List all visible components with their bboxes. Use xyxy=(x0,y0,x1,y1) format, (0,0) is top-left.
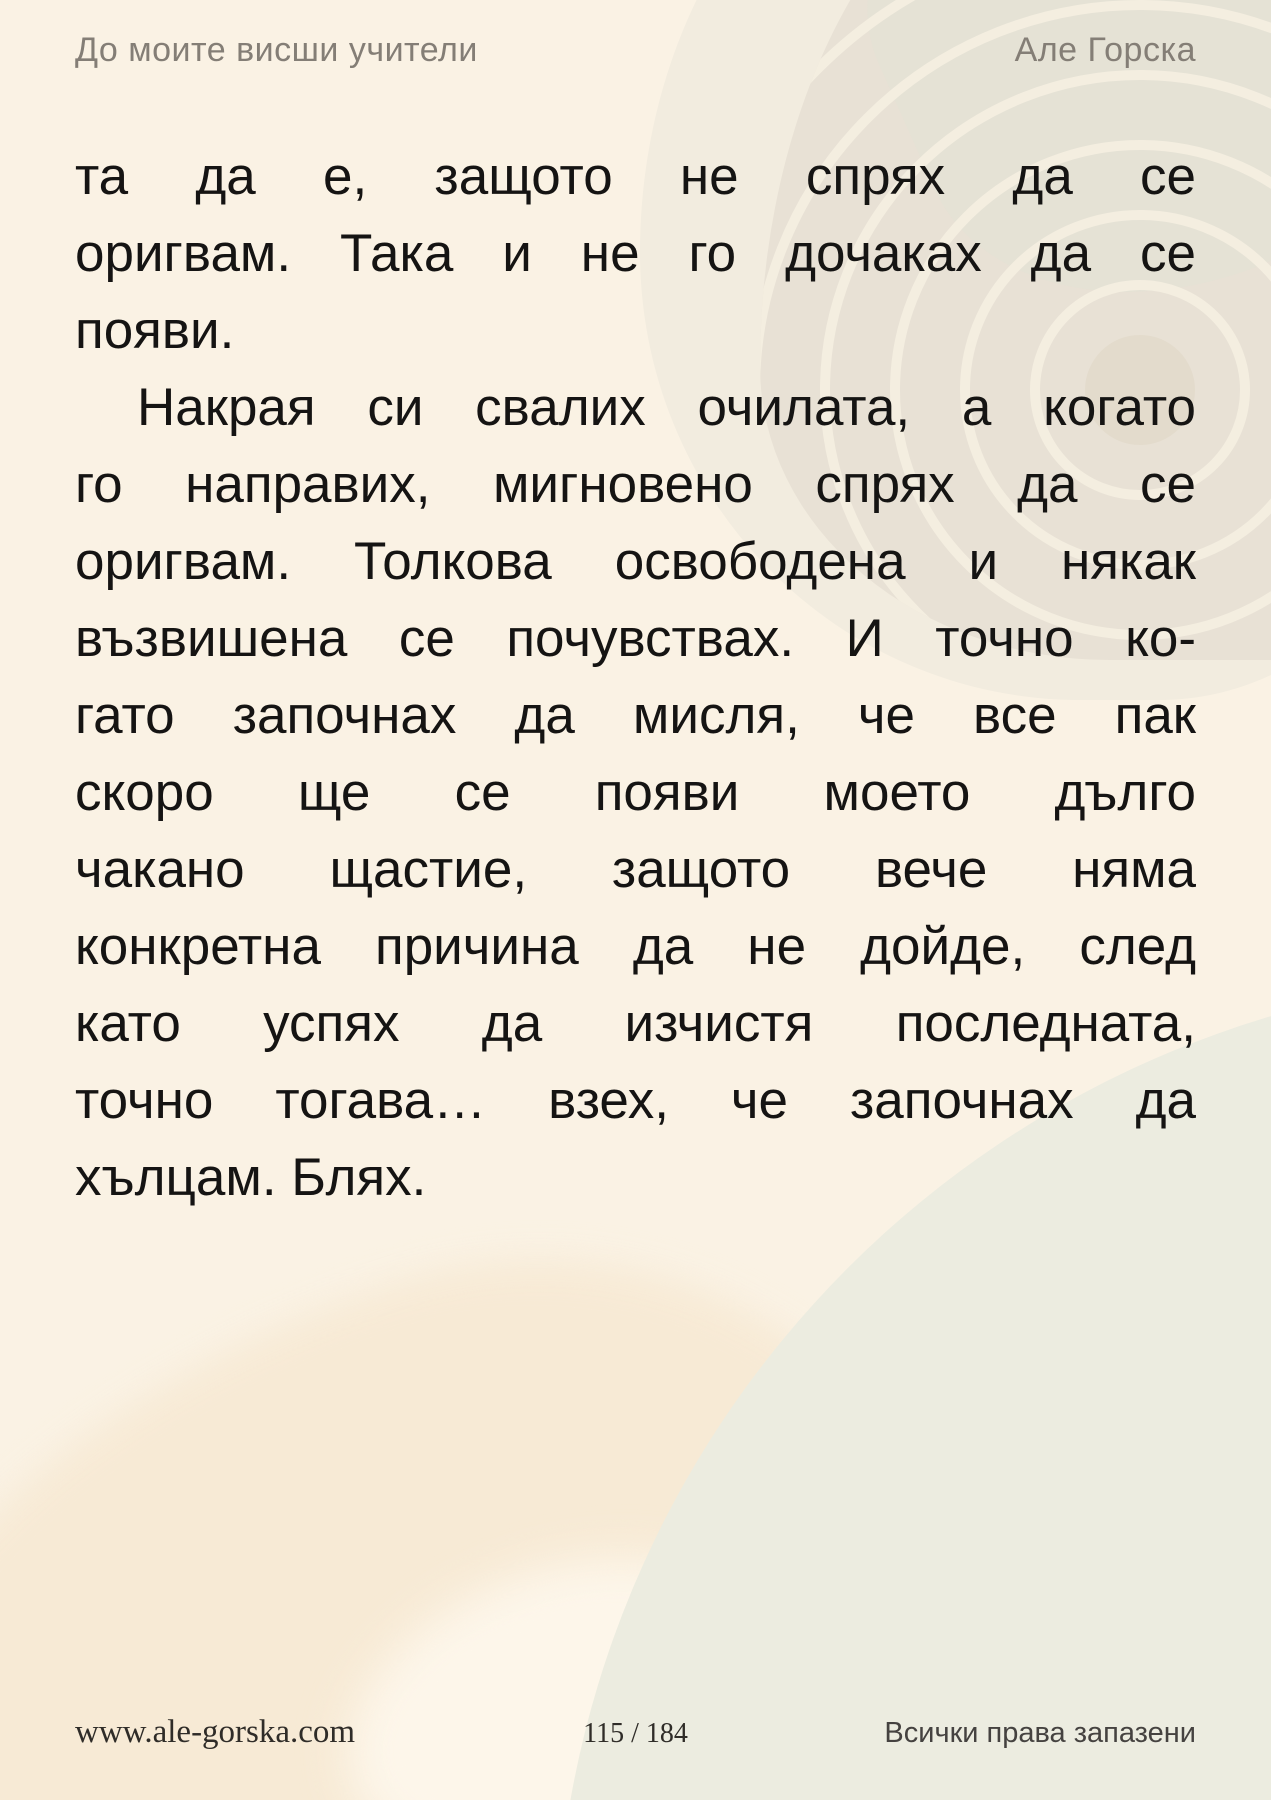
text-line: възвишена се почувствах. И точно ко- xyxy=(75,609,1196,668)
page-footer xyxy=(75,1714,1196,1751)
text-line: та да е, защото не спрях да се xyxy=(75,147,1196,206)
copyright-text: Всички права запазени xyxy=(884,1717,1196,1749)
text-line: оригвам. Толкова освободена и някак xyxy=(75,532,1196,591)
text-line: точно тогава… взех, че започнах да xyxy=(75,1071,1196,1130)
text-line: конкретна причина да не дойде, след xyxy=(75,917,1196,976)
text-line: го направих, мигновено спрях да се xyxy=(75,455,1196,514)
text-line: Накрая си свалих очилата, а когато xyxy=(137,378,1196,437)
text-line: хълцам. Блях. xyxy=(75,1148,427,1207)
page-indicator: 115 / 184 xyxy=(583,1718,688,1749)
text-line: появи. xyxy=(75,301,235,360)
body-text xyxy=(75,138,1196,1216)
website-url: www.ale-gorska.com xyxy=(75,1714,356,1750)
text-line: гато започнах да мисля, че все пак xyxy=(75,686,1196,745)
text-line: скоро ще се появи моето дълго xyxy=(75,763,1196,822)
text-line: оригвам. Така и не го дочаках да се xyxy=(75,224,1196,283)
author-name: Але Горска xyxy=(1014,31,1196,69)
book-title: До моите висши учители xyxy=(75,31,478,69)
page-header xyxy=(75,30,1196,70)
text-line: чакано щастие, защото вече няма xyxy=(75,840,1196,899)
text-line: като успях да изчистя последната, xyxy=(75,994,1196,1053)
